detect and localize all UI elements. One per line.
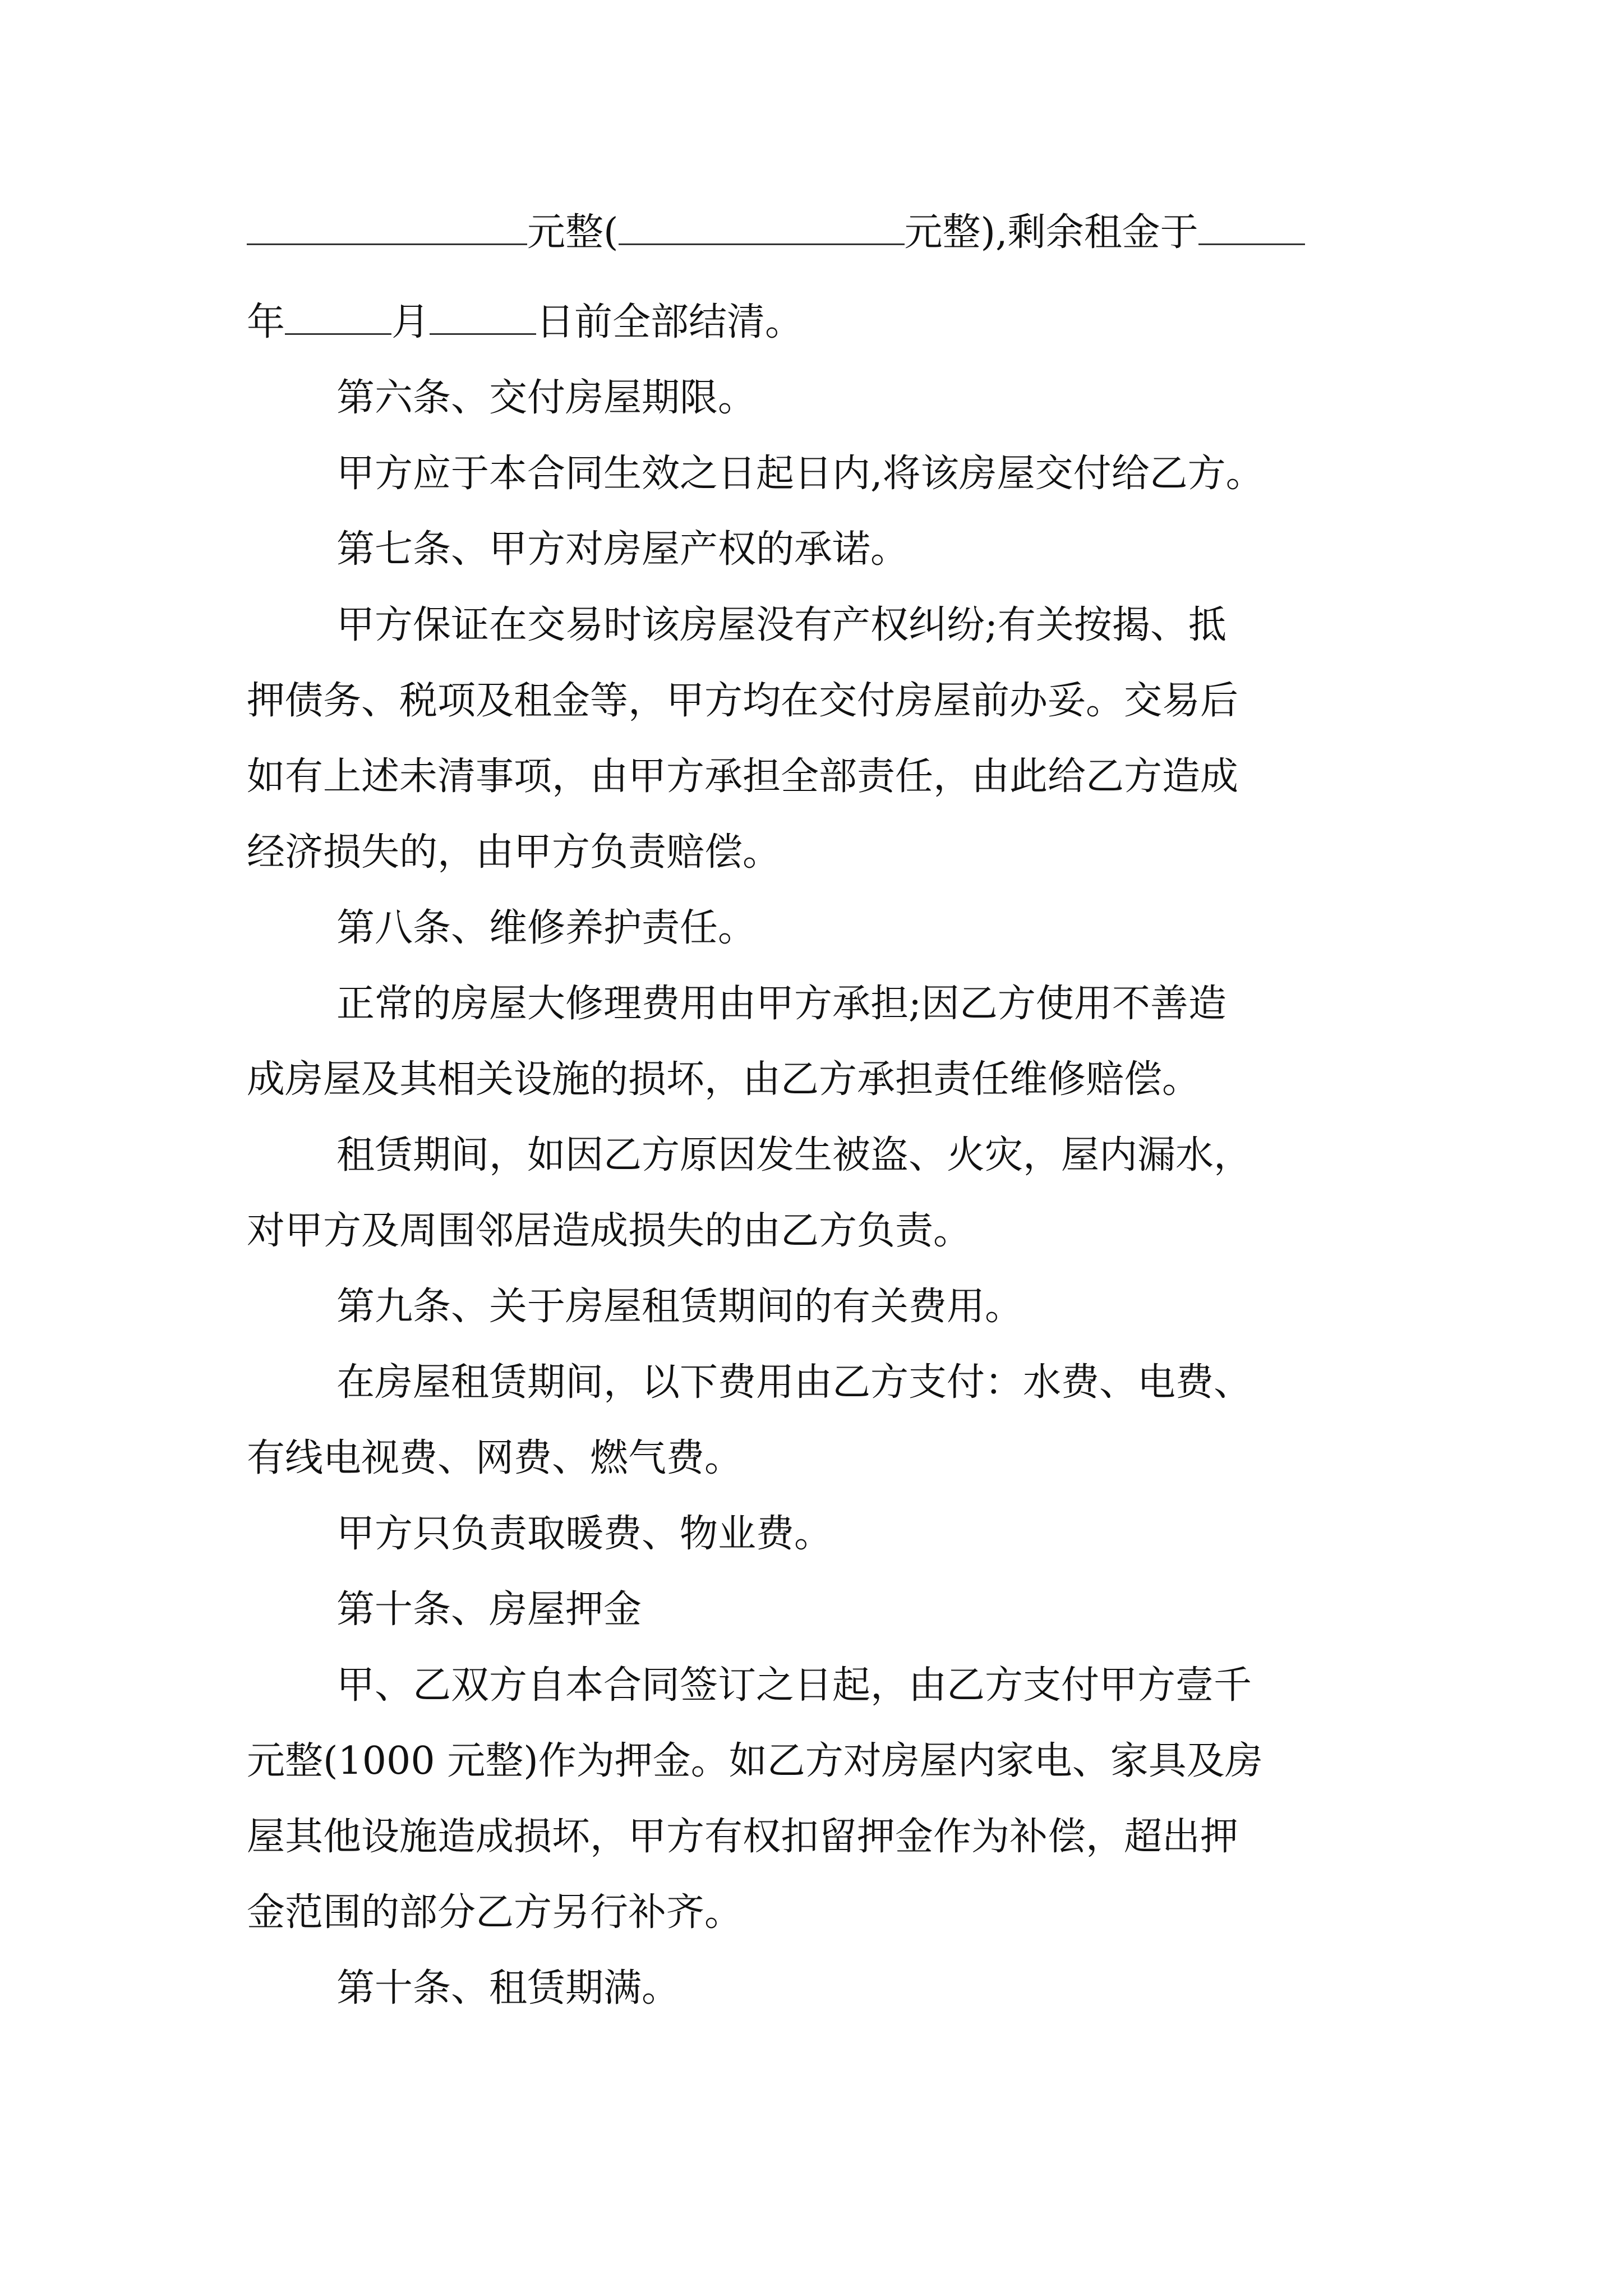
paragraph-line: 对甲方及周围邻居造成损失的由乙方负责。 bbox=[247, 1209, 972, 1253]
fill-blank bbox=[285, 301, 391, 335]
paragraph-line: 甲方应于本合同生效之日起日内,将该房屋交付给乙方。 bbox=[336, 452, 1264, 496]
fill-blank bbox=[1198, 211, 1305, 245]
paragraph-line: 成房屋及其相关设施的损坏，由乙方承担责任维修赔偿。 bbox=[247, 1057, 1201, 1102]
paragraph-line: 屋其他设施造成损坏，甲方有权扣留押金作为补偿，超出押 bbox=[247, 1815, 1239, 1859]
line-text: 元整( bbox=[527, 210, 619, 255]
paragraph-line: 押债务、税项及租金等，甲方均在交付房屋前办妥。交易后 bbox=[247, 679, 1239, 723]
paragraph-line: 正常的房屋大修理费用由甲方承担;因乙方使用不善造 bbox=[336, 982, 1227, 1026]
article-heading: 第九条、关于房屋租赁期间的有关费用。 bbox=[336, 1285, 1023, 1329]
paragraph-line: 租赁期间，如因乙方原因发生被盗、火灾，屋内漏水， bbox=[336, 1133, 1252, 1177]
paragraph-line: 甲、乙双方自本合同签订之日起，由乙方支付甲方壹千 bbox=[336, 1663, 1252, 1708]
paragraph-line: 如有上述未清事项，由甲方承担全部责任，由此给乙方造成 bbox=[247, 754, 1239, 799]
fill-blank bbox=[619, 211, 905, 245]
line-text: 年 bbox=[247, 300, 285, 344]
text-line bbox=[247, 210, 1305, 255]
paragraph-line: 甲方保证在交易时该房屋没有产权纠纷;有关按揭、抵 bbox=[336, 603, 1227, 647]
article-heading: 第十条、租赁期满。 bbox=[336, 1966, 680, 2010]
article-heading: 第十条、房屋押金 bbox=[336, 1588, 642, 1632]
paragraph-line: 经济损失的，由甲方负责赔偿。 bbox=[247, 830, 781, 875]
paragraph-line: 在房屋租赁期间，以下费用由乙方支付：水费、电费、 bbox=[336, 1360, 1252, 1405]
paragraph-line: 有线电视费、网费、燃气费。 bbox=[247, 1436, 743, 1480]
line-text: 元整),剩余租金于 bbox=[904, 210, 1198, 255]
text-line bbox=[247, 300, 803, 345]
line-text: 月 bbox=[391, 300, 430, 344]
article-heading: 第七条、甲方对房屋产权的承诺。 bbox=[336, 527, 909, 572]
article-heading: 第八条、维修养护责任。 bbox=[336, 906, 757, 950]
paragraph-line: 甲方只负责取暖费、物业费。 bbox=[336, 1512, 833, 1556]
fill-blank bbox=[430, 301, 536, 335]
article-heading: 第六条、交付房屋期限。 bbox=[336, 376, 757, 420]
paragraph-line: 金范围的部分乙方另行补齐。 bbox=[247, 1890, 743, 1935]
paragraph-line: 元整(1000 元整)作为押金。如乙方对房屋内家电、家具及房 bbox=[247, 1739, 1263, 1783]
fill-blank bbox=[247, 211, 527, 245]
line-text: 日前全部结清。 bbox=[536, 300, 804, 344]
